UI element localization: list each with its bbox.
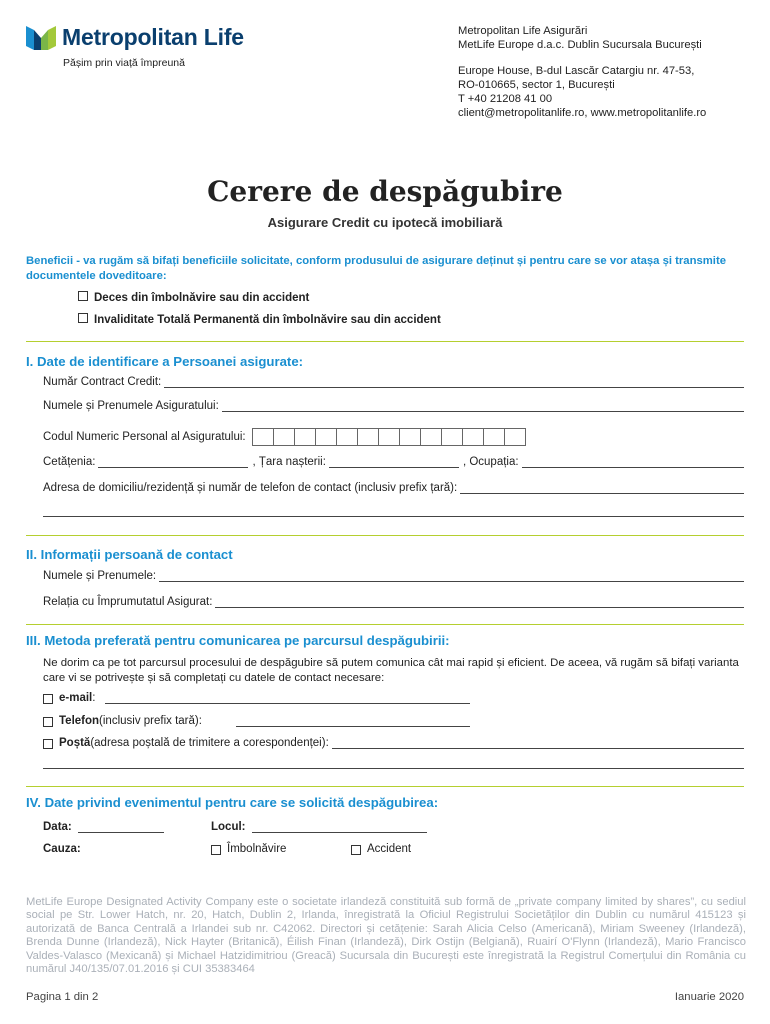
checkbox[interactable] <box>43 717 53 727</box>
checkbox[interactable] <box>211 845 221 855</box>
benefit-option-disability[interactable]: Invaliditate Totală Permanentă din îmbolnăvire sau din accident <box>78 313 441 326</box>
post-option[interactable]: Poștă (adresa poștală de trimitere a corespondenței): <box>43 737 744 749</box>
post-field[interactable] <box>332 738 744 749</box>
checkbox[interactable] <box>351 845 361 855</box>
checkbox[interactable] <box>78 313 88 323</box>
address-field-line[interactable] <box>43 516 744 517</box>
phone-option[interactable]: Telefon (inclusiv prefix tară): <box>43 715 470 727</box>
company-block <box>458 24 702 52</box>
event-place-row[interactable]: Locul: <box>211 821 431 833</box>
brand-name: Metropolitan Life <box>62 24 244 50</box>
address-line: Europe House, B-dul Lascăr Catargiu nr. 47-53, <box>458 65 695 77</box>
citizenship-field[interactable] <box>98 457 248 468</box>
phone-field[interactable] <box>236 716 470 727</box>
section-3-title: III. Metoda preferată pentru comunicarea pe parcursul despăgubirii: <box>26 633 450 648</box>
occupation-field[interactable] <box>522 457 744 468</box>
benefits-note: Beneficii - va rugăm să bifați beneficiile solicitate, conform produsului de asigurare deținut și pentru care se vor atașa și transmite documentele doveditoare: <box>26 255 726 282</box>
tagline: Pășim prin viață împreună <box>63 57 185 69</box>
checkbox[interactable] <box>43 694 53 704</box>
divider <box>26 624 744 625</box>
section-2-title: II. Informații persoană de contact <box>26 547 233 562</box>
address-field[interactable]: Adresa de domiciliu/rezidență și număr de telefon de contact (inclusiv prefix țară): <box>43 482 744 494</box>
email-option[interactable]: e-mail : <box>43 692 470 704</box>
address-line: T +40 21208 41 00 <box>458 93 553 105</box>
relation-field[interactable]: Relația cu Împrumutatul Asigurat: <box>43 596 744 608</box>
divider <box>26 786 744 787</box>
birth-country-field[interactable] <box>329 457 459 468</box>
document-date: Ianuarie 2020 <box>674 991 744 1003</box>
cause-label-row: Cauza: <box>43 843 81 855</box>
address-line: client@metropolitanlife.ro, www.metropolitanlife.ro <box>458 107 707 119</box>
metlife-logo-icon <box>26 24 56 50</box>
company-line: MetLife Europe d.a.c. Dublin Sucursala București <box>458 39 702 51</box>
address-line: RO-010665, sector 1, București <box>458 79 615 91</box>
section-1-title: I. Date de identificare a Persoanei asigurate: <box>26 354 304 369</box>
email-field[interactable] <box>105 693 470 704</box>
page-number: Pagina 1 din 2 <box>26 991 99 1003</box>
citizenship-row[interactable]: Cetățenia: , Țara nașterii: , Ocupația: <box>43 456 744 468</box>
section-4-title: IV. Date privind evenimentul pentru care se solicită despăgubirea: <box>26 795 439 810</box>
event-date-row[interactable]: Data: <box>43 821 168 833</box>
contract-number-field[interactable]: Număr Contract Credit: <box>43 376 744 388</box>
checkbox[interactable] <box>43 739 53 749</box>
cnp-boxes[interactable] <box>252 428 525 446</box>
event-place-field[interactable] <box>252 822 427 833</box>
checkbox[interactable] <box>78 291 88 301</box>
cause-illness-option[interactable]: Îmbolnăvire <box>211 843 286 855</box>
event-date-field[interactable] <box>78 822 164 833</box>
company-line: Metropolitan Life Asigurări <box>458 25 588 37</box>
address-block <box>458 64 706 120</box>
section-3-paragraph: Ne dorim ca pe tot parcursul procesului de despăgubire să putem comunica cât mai rapid și eficient. De aceea, vă rugăm să bifați varianta care vi se potrivește și să completați cu datele de contact necesare: <box>43 657 739 684</box>
page-subtitle: Asigurare Credit cu ipotecă imobiliară <box>267 215 503 230</box>
divider <box>26 341 744 342</box>
legal-footer: MetLife Europe Designated Activity Company este o societate irlandeză constituită sub formă de „private company limited by shares”, cu sediul social pe Str. Lower Hatch, nr. 20, Hatch, Dublin 2, Irlanda, înregistrată la Oficiul Registrului Societăților din Dublin cu numărul 415123 și autorizată de Banca Centrală a Irlandei sub nr. C42062. Directori și cetățenie: Sarah Alicia Celso (Americană), Miriam Sweeney (Irlandeză), Brenda Dunne (Irlandeză), Nick Hayter (Britanică), Éilish Finan (Irlandeză), Dirk Ostijn (Belgiană), Ruairí O'Flynn (Irlandeză), Mario Francisco Valdes-Valasco (Mexicană) și Michael Hatzidimitriou (Greacă) Sucursala din București este înregistrată la Registrul Comerțului din România cu numărul J40/135/07.01.2016 și CUI 35383464 <box>26 896 746 976</box>
benefit-option-death[interactable]: Deces din îmbolnăvire sau din accident <box>78 291 309 304</box>
cause-accident-option[interactable]: Accident <box>351 843 411 855</box>
divider <box>26 535 744 536</box>
page-title: Cerere de despăgubire <box>207 175 563 208</box>
cnp-field[interactable]: Codul Numeric Personal al Asiguratului: <box>43 428 744 446</box>
contact-name-field[interactable]: Numele și Prenumele: <box>43 570 744 582</box>
post-field-line[interactable] <box>43 768 744 769</box>
insured-name-field[interactable]: Numele și Prenumele Asiguratului: <box>43 400 744 412</box>
